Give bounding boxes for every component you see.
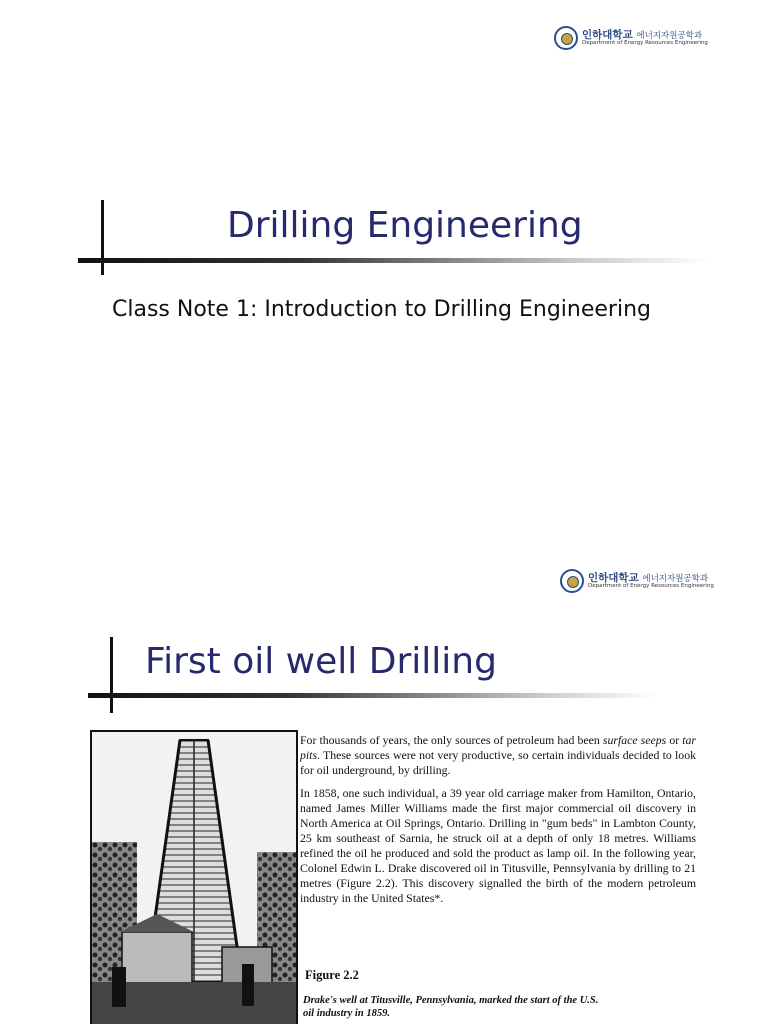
university-logo (554, 26, 708, 50)
university-seal-icon (560, 569, 584, 593)
paragraph-2: In 1858, one such individual, a 39 year old carriage maker from Hamilton, Ontario, named James Miller Williams made the first major commercial oil discovery in North America at Oil Springs, Ontario. Drilling in "gum beds" in Lambton County, 25 km southeast of Sarnia, he struck oil at a depth of only 18 metres. Williams refined the oil he produced and sold the product as lamp oil. In the following year, Colonel Edwin L. Drake discovered oil in Titusville, Pennsylvania by drilling to 21 metres (Figure 2.2). This discovery signalled the birth of the modern petroleum industry in the United States*. (300, 786, 696, 905)
logo-university-name: 인하대학교 (582, 28, 633, 41)
logo-department-english: Department of Energy Resources Engineering (582, 40, 708, 46)
slide-subtitle: Class Note 1: Introduction to Drilling Engineering (112, 297, 651, 322)
university-logo (560, 569, 714, 593)
title-vertical-bar (110, 637, 113, 713)
paragraph-1: For thousands of years, the only sources of petroleum had been surface seeps or tar pits. These sources were not very productive, so certain individuals decided to look for oil underground, by drilling. (300, 733, 697, 777)
emphasis-surface-seeps: surface seeps (602, 733, 667, 747)
title-horizontal-rule (78, 258, 708, 263)
title-horizontal-rule (88, 693, 658, 698)
history-text (300, 733, 696, 914)
slide-title: Drilling Engineering (227, 205, 583, 246)
drakes-well-photo (90, 730, 298, 1024)
figure-caption: Drake's well at Titusville, Pennsylvania, marked the start of the U.S. oil industry in 1859. (303, 995, 599, 1019)
slide-title: First oil well Drilling (145, 641, 497, 682)
emphasis-tar-pits: tar pits (300, 733, 697, 762)
slide-2 (0, 540, 768, 1024)
logo-university-name: 인하대학교 (588, 571, 639, 584)
logo-department-english: Department of Energy Resources Engineering (588, 583, 714, 589)
logo-department-name: 에너지자원공학과 (642, 573, 709, 584)
logo-department-name: 에너지자원공학과 (636, 30, 703, 41)
title-vertical-bar (101, 200, 104, 275)
university-seal-icon (554, 26, 578, 50)
figure-label: Figure 2.2 (305, 968, 359, 982)
